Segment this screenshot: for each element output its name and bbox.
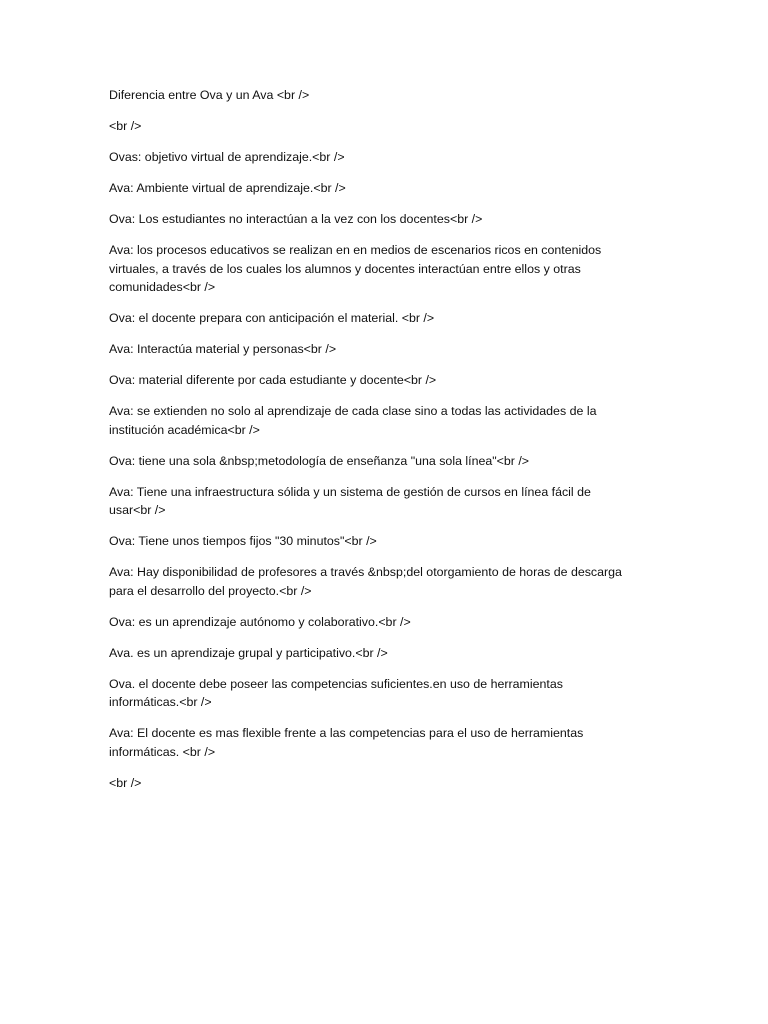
document-paragraph: [109, 86, 649, 105]
paragraph-line: comunidades<br />: [109, 280, 216, 295]
document-paragraph: [109, 117, 649, 136]
paragraph-line: Ava: los procesos educativos se realizan en en medios de escenarios ricos en contenidos: [109, 242, 602, 257]
document-paragraph: [109, 452, 649, 471]
paragraph-line: Ava: Ambiente virtual de aprendizaje.<br />: [109, 180, 346, 195]
paragraph-line: Ava: Tiene una infraestructura sólida y un sistema de gestión de cursos en línea fácil de: [109, 484, 591, 499]
document-paragraph: [109, 563, 649, 600]
document-paragraph: [109, 148, 649, 167]
document-paragraph: [109, 532, 649, 551]
paragraph-line: Ava. es un aprendizaje grupal y participativo.<br />: [109, 645, 388, 660]
document-paragraph: [109, 644, 649, 663]
paragraph-line: informáticas.<br />: [109, 695, 212, 710]
document-paragraph: [109, 340, 649, 359]
document-paragraph: [109, 309, 649, 328]
paragraph-line: para el desarrollo del proyecto.<br />: [109, 583, 312, 598]
paragraph-line: Ovas: objetivo virtual de aprendizaje.<br />: [109, 149, 345, 164]
paragraph-line: usar<br />: [109, 503, 166, 518]
document-paragraph: [109, 774, 649, 793]
paragraph-line: Ava: El docente es mas flexible frente a las competencias para el uso de herramientas: [109, 726, 584, 741]
paragraph-line: Ova: el docente prepara con anticipación el material. <br />: [109, 311, 435, 326]
paragraph-line: Ova. el docente debe poseer las competencias suficientes.en uso de herramientas: [109, 676, 563, 691]
document-paragraph: [109, 371, 649, 390]
paragraph-line: <br />: [109, 118, 142, 133]
document-paragraph: [109, 179, 649, 198]
paragraph-line: <br />: [109, 775, 142, 790]
document-paragraph: [109, 675, 649, 712]
document-paragraph: [109, 724, 649, 761]
document-paragraph: [109, 613, 649, 632]
document-paragraph: [109, 402, 649, 439]
paragraph-line: Diferencia entre Ova y un Ava <br />: [109, 88, 310, 102]
document-paragraph: [109, 241, 649, 297]
paragraph-line: Ova: material diferente por cada estudiante y docente<br />: [109, 373, 437, 388]
document-paragraph: [109, 210, 649, 229]
paragraph-line: Ova: es un aprendizaje autónomo y colaborativo.<br />: [109, 614, 411, 629]
document-paragraph: [109, 483, 649, 520]
paragraph-line: informáticas. <br />: [109, 744, 216, 759]
paragraph-line: Ova: Los estudiantes no interactúan a la vez con los docentes<br />: [109, 211, 483, 226]
paragraph-line: institución académica<br />: [109, 422, 260, 437]
paragraph-line: virtuales, a través de los cuales los alumnos y docentes interactúan entre ellos y otras: [109, 261, 581, 276]
paragraph-line: Ova: Tiene unos tiempos fijos "30 minutos"<br />: [109, 534, 377, 549]
paragraph-line: Ava: Interactúa material y personas<br />: [109, 342, 337, 357]
document-body: [109, 86, 649, 805]
paragraph-line: Ava: Hay disponibilidad de profesores a través &nbsp;del otorgamiento de horas de descarga: [109, 565, 622, 580]
paragraph-line: Ava: se extienden no solo al aprendizaje de cada clase sino a todas las actividades de la: [109, 404, 597, 419]
paragraph-line: Ova: tiene una sola &nbsp;metodología de enseñanza "una sola línea"<br />: [109, 453, 530, 468]
